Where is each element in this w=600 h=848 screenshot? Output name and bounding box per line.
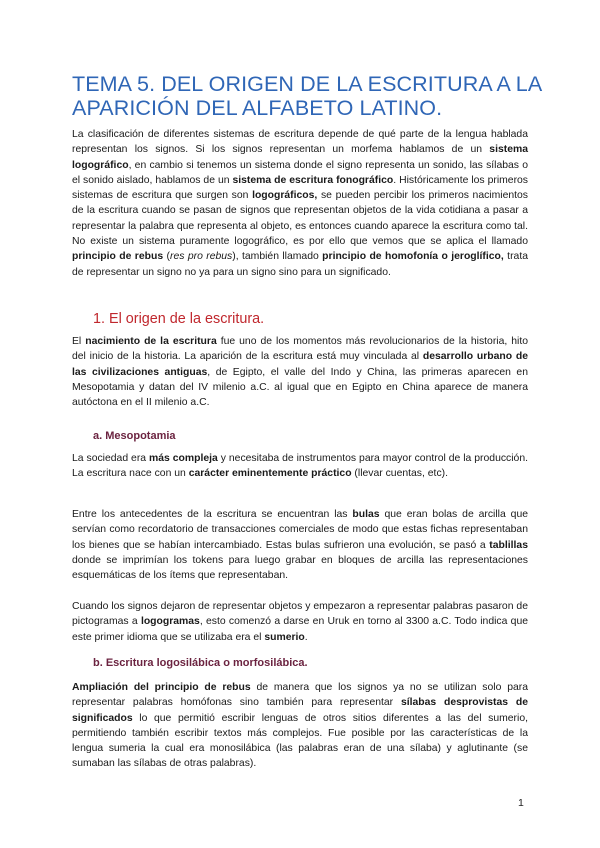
text-run: Cuando los signos dejaron de representar objetos y empezaron a representar palabras pasaron de pictogramas a	[72, 601, 528, 628]
bold-term: bulas	[352, 509, 380, 520]
logosilabica-paragraph	[72, 680, 528, 772]
page-number: 1	[518, 797, 524, 809]
bold-term: nacimiento de la escritura	[85, 336, 217, 347]
text-run: El	[72, 336, 86, 347]
bold-term: sistema de escritura fonográfico	[232, 174, 394, 186]
bold-term: logogramas	[140, 616, 200, 628]
bold-term: desarrollo urbano de las civilizaciones antiguas	[72, 351, 528, 378]
bold-term: carácter eminentemente práctico	[188, 468, 352, 480]
bold-term: sistema logográfico	[72, 144, 528, 171]
intro-paragraph	[72, 127, 528, 280]
text-run: (llevar cuentas, etc).	[351, 468, 448, 480]
subsection-heading-mesopotamia: a. Mesopotamia	[93, 430, 176, 442]
text-run: y necesitaba de instrumentos para mayor control de la producción. La escritura nace con un	[72, 453, 528, 480]
text-run: La clasificación de diferentes sistemas de escritura depende de qué parte de la lengua hablada representan los signos. Si los signos representan un morfema hablamos de un	[72, 129, 528, 156]
text-run: , de Egipto, el valle del Indo y China, las primeras aparecen en Mesopotamia y datan del IV milenio a.C. al igual que en Egipto en China aparece de manera autóctona en el II milenio a.C.	[72, 366, 528, 409]
bold-term: logográficos,	[252, 190, 318, 202]
text-run: que eran bolas de arcilla que servían como recordatorio de transacciones comerciales de modo que estas fichas representaban los bienes que se habían intercambiado. Estas bulas sufrieron una evolución, se pasó a	[72, 509, 529, 551]
text-run: ), también llamado	[232, 251, 323, 263]
mesopotamia-paragraph-3	[72, 599, 528, 645]
text-run: lo que permitió escribir lenguas de otros sitios diferentes a las del sumerio, permitiendo también escribir textos más complejos. Fue posible por las características de la lengua sumeria la cual era monosilábica (las palabras eran de una sílaba) y aglutinante (se sumaban las sílabas de otras palabras).	[72, 712, 528, 770]
page-title: TEMA 5. DEL ORIGEN DE LA ESCRITURA A LA APARICIÓN DEL ALFABETO LATINO.	[72, 72, 542, 120]
mesopotamia-paragraph-2	[72, 507, 528, 583]
text-run: se pueden percibir los primeros nacimientos de la escritura cuando se pasan de signos que representan objetos de la vida cotidiana a pasar a representar la palabra que representa al objeto, es entonces cuando aparece la escritura como tal. No existe un sistema puramente logográfico, es por ello que vemos que se aplica el llamado	[72, 190, 528, 248]
text-run: donde se imprimían los tokens para luego grabar en bloques de arcilla las representaciones esquemáticas de los ítems que representaban.	[72, 554, 528, 582]
bold-term: principio de homofonía o jeroglífico,	[322, 251, 504, 263]
bold-term: sílabas desprovistas de significados	[72, 697, 528, 724]
bold-term: Ampliación del principio de rebus	[72, 682, 251, 693]
text-run: de manera que los signos ya no se utilizan solo para representar palabras homófonas sino también para representar	[72, 682, 529, 709]
text-run: La sociedad era	[72, 453, 150, 464]
text-run: .	[304, 631, 308, 643]
mesopotamia-paragraph-1	[72, 451, 528, 482]
italic-term: res pro rebus	[169, 251, 233, 263]
text-run: (	[163, 251, 170, 263]
text-run: , esto comenzó a darse en Uruk en torno al 3300 a.C. Todo indica que este primer idioma que se utilizaba era el	[72, 616, 528, 643]
text-run: fue uno de los momentos más revolucionarios de la historia, hito del inicio de la historia. La aparición de la escritura está muy vinculada al	[72, 336, 528, 363]
section-heading-origen: 1. El origen de la escritura.	[93, 311, 265, 327]
bold-term: sumerio	[264, 631, 305, 643]
bold-term: principio de rebus	[72, 251, 164, 263]
bold-term: más compleja	[149, 453, 218, 464]
text-run: Entre los antecedentes de la escritura se encuentran las	[72, 509, 353, 520]
text-run: , en cambio si tenemos un sistema donde el signo representa un sonido, las sílabas o el sonido aislado, hablamos de un	[72, 159, 528, 186]
subsection-heading-logosilabica: b. Escritura logosilábica o morfosilábica.	[93, 657, 308, 669]
bold-term: tablillas	[489, 539, 528, 551]
section1-paragraph	[72, 334, 528, 410]
text-run: . Históricamente los primeros sistemas de escritura que surgen son	[72, 174, 529, 202]
text-run: trata de representar un signo no ya para un signo sino para un significado.	[72, 251, 528, 278]
